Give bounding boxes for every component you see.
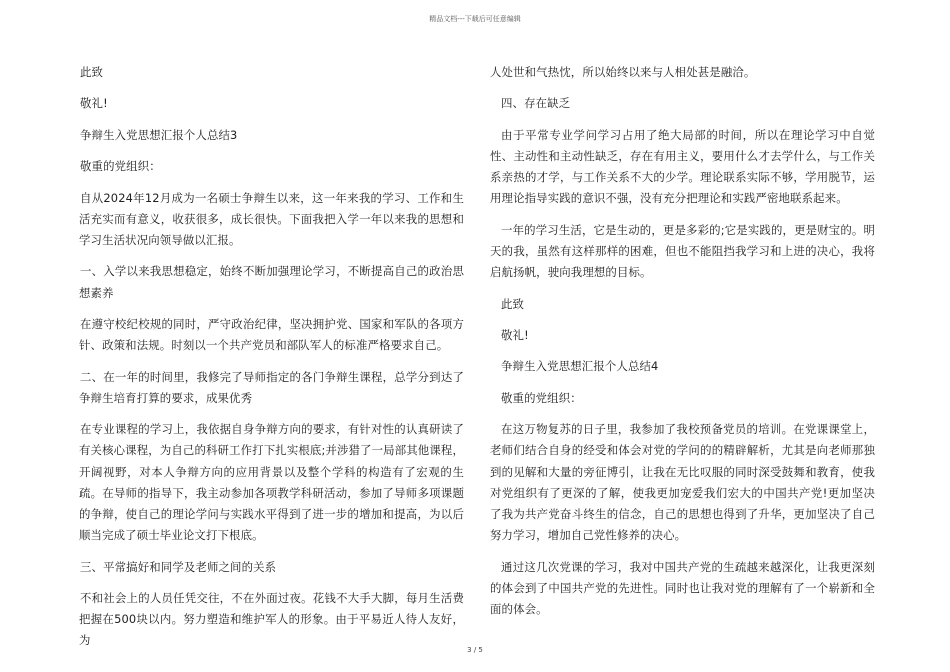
salutation: 敬重的党组织： [501, 390, 582, 405]
paragraph: 人处世和气热忱，所以始终以来与人相处甚是融洽。 [490, 65, 756, 79]
paragraph: 自从2024年12月成为一名硕士争辩生以来，这一年来我的学习、工作和生活充实而有意义，收获很多，成长很快。下面我把入学一年以来我的思想和学习生活状况向领导做以汇报。 [79, 190, 464, 247]
paragraph: 不和社会上的人员任凭交往，不在外面过夜。花钱不大手大脚，每月生活费把握在500块以内。努力塑造和维护军人的形象。由于平易近人待人友好，为 [79, 590, 464, 648]
paragraph: 此致 [501, 296, 525, 311]
paragraph: 在专业课程的学习上，我依据自身争辩方向的要求，有针对性的认真研读了有关核心课程，为自己的科研工作打下扎实根底;并涉猎了一局部其他课程，开阔视野，对本人争辩方向的应用背景以及整个学科的构造有了宏观的生疏。在导师的指导下，我主动参加各项教学科研活动，参加了导师多项课题的争辩，使自己的理论学问与实践水平得到了进一步的增加和提高，为以后顺当完成了硕士毕业论文打下根底。 [79, 422, 464, 543]
left-column [79, 62, 464, 662]
paragraph: 敬礼! [80, 96, 108, 111]
section-heading: 四、存在缺乏 [501, 96, 571, 111]
paragraph: 一年的学习生活，它是生动的，更是多彩的;它是实践的，更是财宝的。明天的我，虽然有这样那样的困难，但也不能阻挡我学习和上进的决心，我将启航扬帆，驶向我理想的目标。 [490, 222, 875, 280]
paragraph: 敬礼! [501, 327, 529, 342]
section-heading: 一、入学以来我思想稳定，始终不断加强理论学习，不断提高自己的政治思想素养 [79, 264, 464, 300]
paragraph: 此致 [80, 65, 104, 79]
section-title: 争辩生入党思想汇报个人总结3 [80, 127, 238, 142]
section-heading: 三、平常搞好和同学及老师之间的关系 [80, 559, 277, 574]
paragraph: 通过这几次党课的学习，我对中国共产党的生疏越来越深化，让我更深刻的体会到了中国共产党的先进性。同时也让我对党的理解有了一个崭新和全面的体会。 [490, 559, 875, 616]
page-header: 精品文档---下载后可任意编辑 [429, 15, 521, 23]
paragraph: 由于平常专业学问学习占用了绝大局部的时间，所以在理论学习中自觉性、主动性和主动性缺乏，存在有用主义，要用什么才去学什么，与工作关系亲热的才学，与工作关系不大的少学。理论联系实际不够，学用脱节，运用理论指导实践的意识不强，没有充分把理论和实践严密地联系起来。 [490, 127, 875, 206]
page-number: 3 / 5 [467, 646, 483, 654]
right-column [490, 62, 875, 630]
section-title: 争辩生入党思想汇报个人总结4 [501, 359, 659, 374]
section-heading: 二、在一年的时间里，我修完了导师指定的各门争辩生课程，总学分到达了争辩生培育打算的要求，成果优秀 [79, 369, 464, 405]
salutation: 敬重的党组织： [80, 159, 161, 174]
paragraph: 在遵守校纪校规的同时，严守政治纪律，坚决拥护党、国家和军队的各项方针、政策和法规。时刻以一个共产党员和部队军人的标准严格要求自己。 [79, 316, 464, 353]
paragraph: 在这万物复苏的日子里，我参加了我校预备党员的培训。在党课课堂上，老师们结合自身的经受和体会对党的学问的的精辟解析，尤其是向老师那独到的见解和大量的旁征博引，让我在无比叹服的同时深受鼓舞和教育，使我对党组织有了更深的了解，使我更加宠爱我们宏大的中国共产党!更加坚决了我为共产党奋斗终生的信念，自己的思想也得到了升华，更加坚决了自己努力学习，增加自己党性修养的决心。 [490, 422, 875, 543]
